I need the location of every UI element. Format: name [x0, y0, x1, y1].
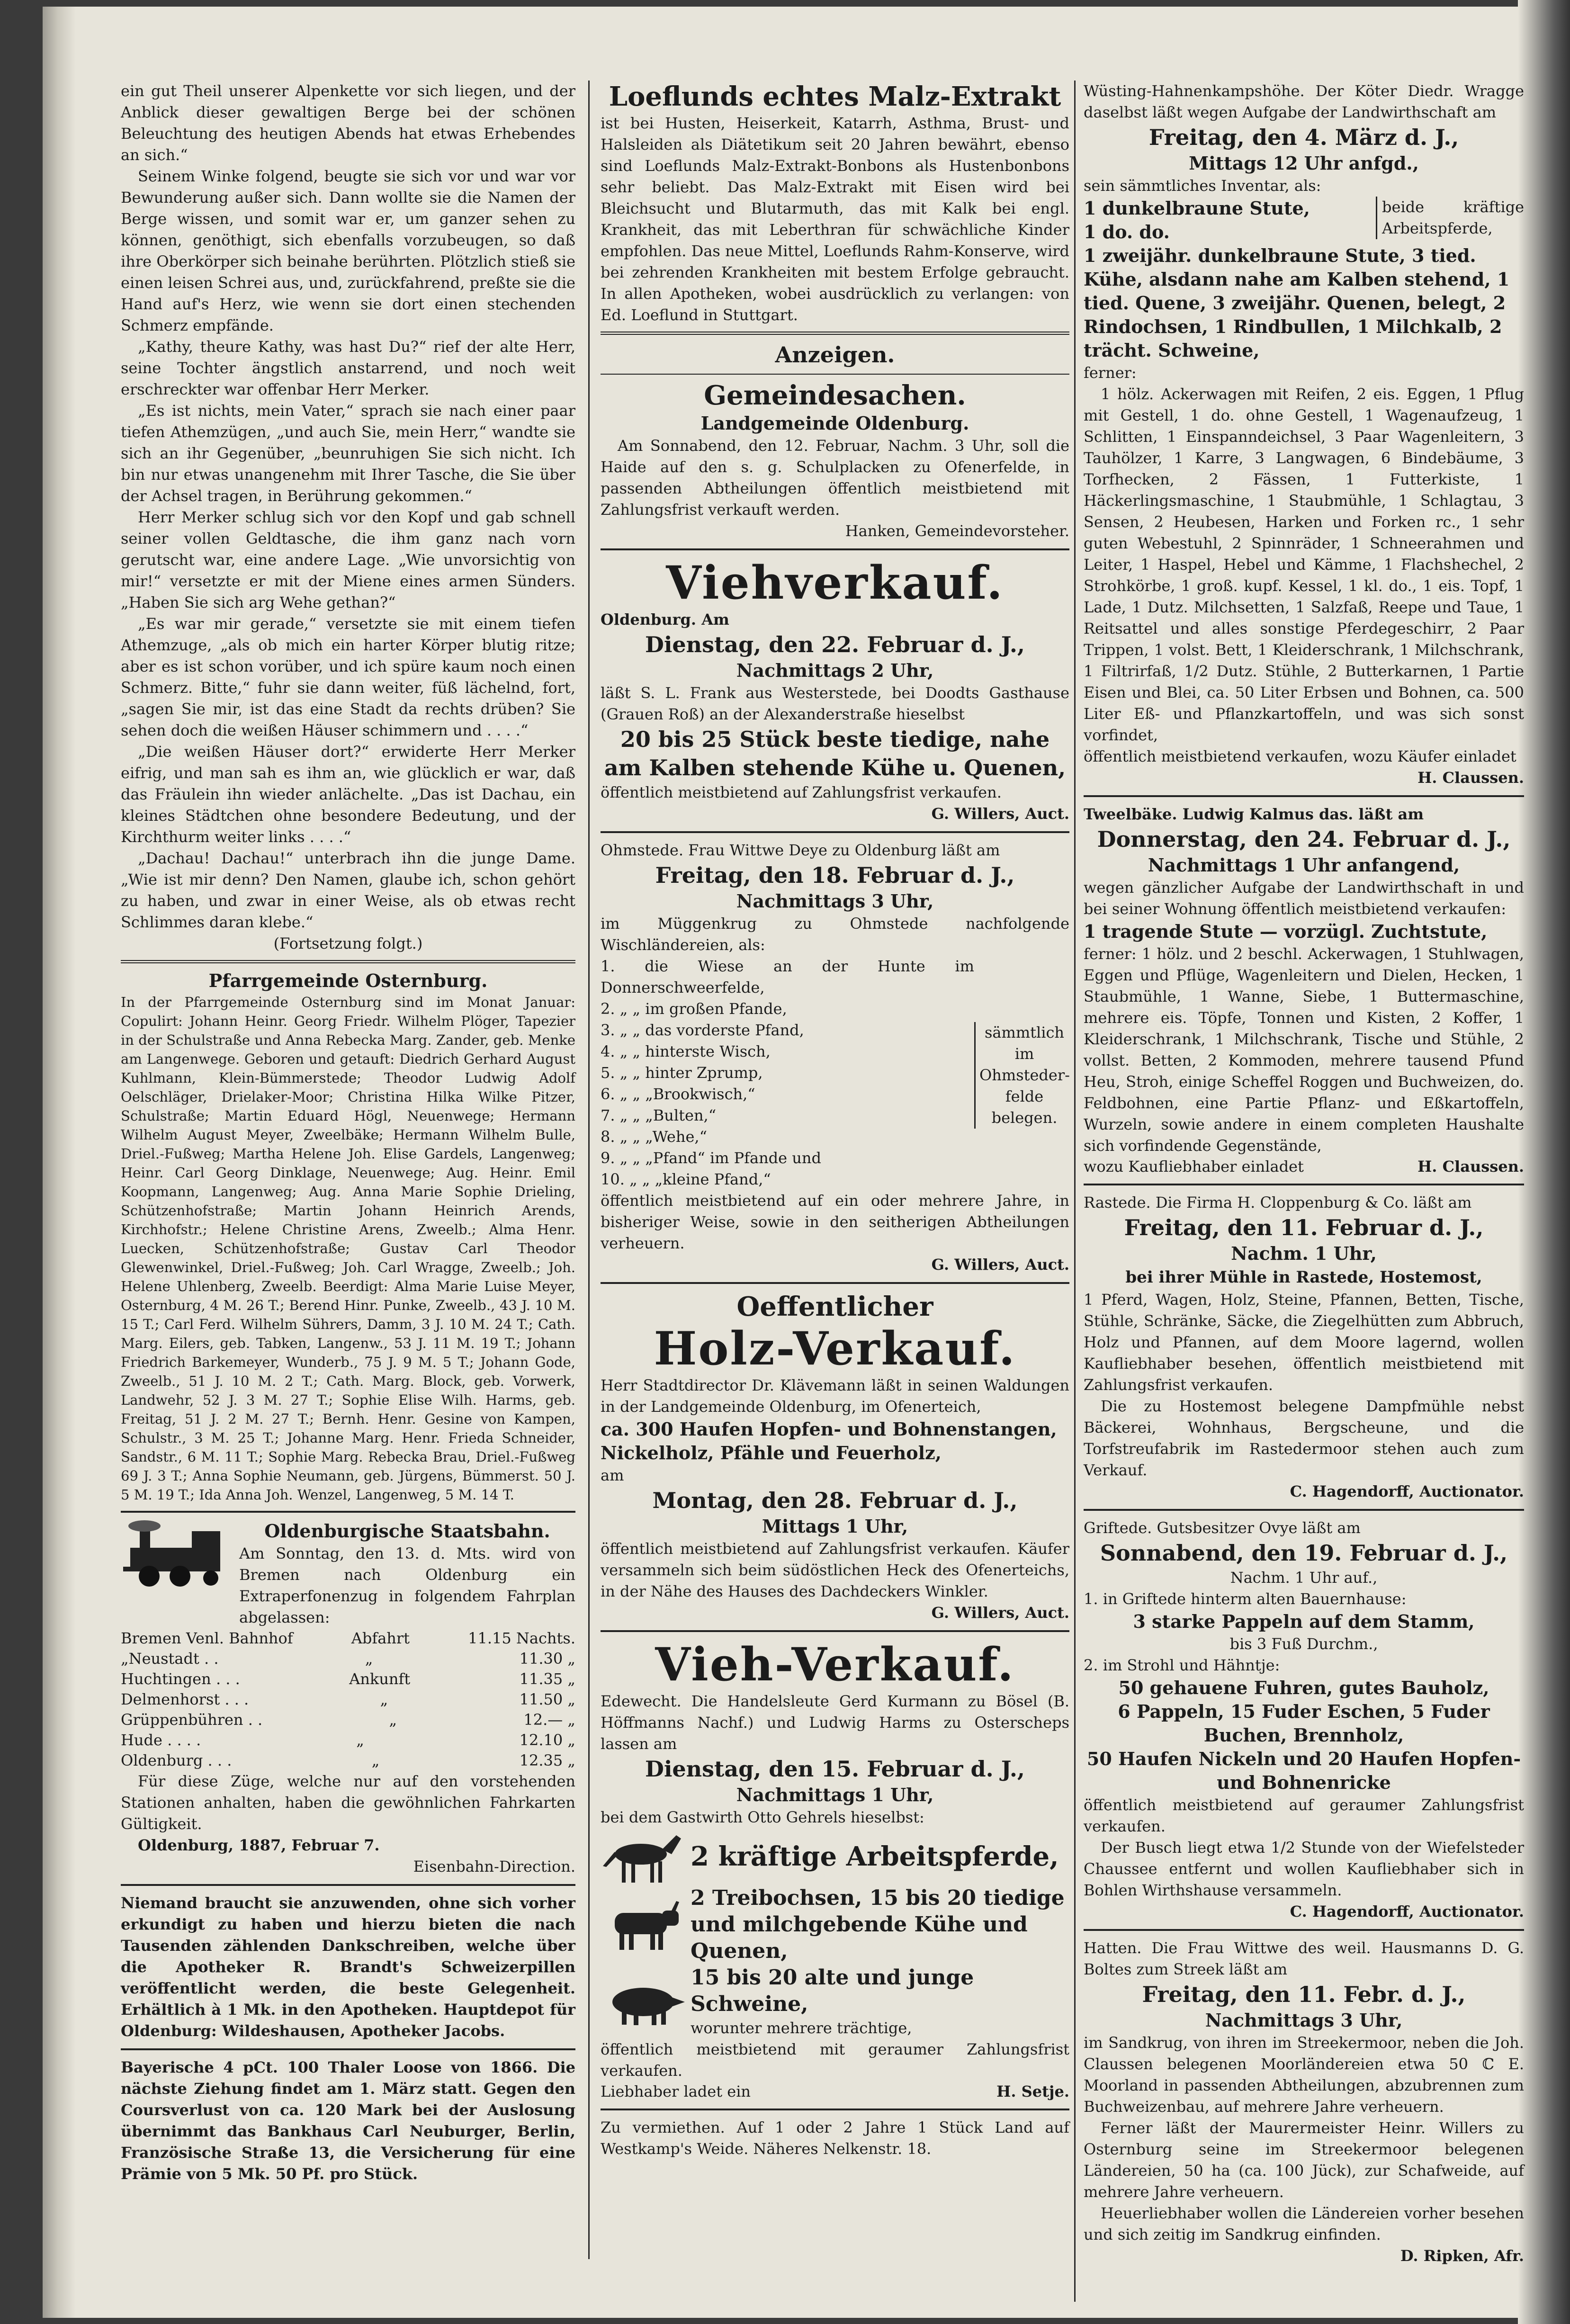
divider [601, 548, 1069, 550]
pfarr-title: Pfarrgemeinde Osternburg. [208, 970, 488, 991]
story-paragraph: „Es ist nichts, mein Vater,“ sprach sie nach einer paar tiefen Athemzügen, „und auch Sie, mein Herr,“ wandte sie sich an ihr Gegenüber, „beunruhigen Sie sich nicht. Ich bin nur etwas unangenehm mit Ihrer Tasche, die Sie über der Achsel tragen, in Berührung gekommen.“ [121, 402, 575, 505]
divider [601, 2109, 1069, 2110]
vieh2-left: Liebhaber ladet ein [601, 2082, 751, 2100]
grift-2b: 50 gehauene Fuhren, gutes Bauholz, [1118, 1677, 1489, 1698]
vieh2-time: Nachmittags 1 Uhr, [736, 1784, 934, 1805]
divider [121, 1884, 575, 1886]
gemeinde-subtitle: Landgemeinde Oldenburg. [700, 413, 969, 434]
page-spine [43, 7, 76, 2318]
ohm-head: Ohmstede. Frau Wittwe Deye zu Oldenburg läßt am [601, 841, 1000, 859]
vermieten-ad: Zu vermiethen. Auf 1 oder 2 Jahre 1 Stück Land auf Westkamp's Weide. Näheres Nelkenstr. 18. [601, 2118, 1069, 2158]
wuest-text: sein sämmtliches Inventar, als: [1084, 177, 1321, 195]
wuest-inventar: 1 hölz. Ackerwagen mit Reifen, 2 eis. Eggen, 1 Pflug mit Gestell, 1 do. ohne Gestell, 1 Wagenaufzeug, 1 Schlitten, 1 Einspanndeichsel, 3 Paar Wagenleitern, 3 Tauhölzer, 1 Karre, 3 Langwagen, 6 Bindebäume, 3 Torfhecken, 2 Fässen, 1 Futterkiste, 1 Häckerlingsmaschine, 1 Staubmühle, 1 Schlagtau, 3 Sensen, 2 Heubesen, Harken und Forken rc., 1 sehr guten Webestuhl, 2 Spinnräder, 1 Schneerahmen und Leiter, 1 Haspel, Hebel und Kämme, 1 Flachshechel, 2 Strohkörbe, 1 groß. kupf. Kessel, 1 kl. do., 1 eis. Topf, 1 Lade, 1 Dutz. Milchsetten, 1 Salzfaß, Reepe und Taue, 1 Reitsattel und alles sonstige Pferdegeschirr, 2 Paar Trippen, 1 volst. Bett, 1 Kleiderschrank, 1 Milchschrank, 1 Filtrirfaß, 1/2 Dutz. Stühle, 2 Butterkarnen, 1 Partie Eisen und Blei, ca. 50 Liter Erbsen und Bohnen, ca. 500 Liter Eß- und Pflanzkartoffeln, und was sich sonst vorfindet, [1084, 385, 1524, 744]
wuest-horses [1084, 197, 1524, 244]
story-paragraph: „Es war mir gerade,“ versetzte sie mit einem tiefen Athemzuge, „als ob mich ein harter Körper blutig ritze; aber es ist schon vorüber, und ich spüre kaum noch einen Schmerz. Bitte,“ fuhr sie dann weiter, füß lächelnd, fort, „sagen Sie mir, ist das eine Stadt da rechts drüben? Sie sehen doch die weißen Häuser schimmern und . . . .“ [121, 615, 575, 739]
vieh1-big: 20 bis 25 Stück beste tiedige, nahe am Kalben stehende Kühe u. Quenen, [604, 727, 1066, 781]
grift-end: öffentlich meistbietend auf geraumer Zahlungsfrist verkaufen. [1084, 1796, 1524, 1835]
fahrplan-row: „Neustadt . . „ 11.30 „ [121, 1650, 575, 1668]
hatt-text: im Sandkrug, von ihren im Streekermoor, neben die Joh. Claussen belegenen Moorländereien etwa 50 ℂ E. Moorland in passenden Abtheilungen, abzubrennen zum Buchweizenbau, auf mehrere Jahre verheuern. [1084, 2034, 1524, 2116]
zwe-head: Tweelbäke. Ludwig Kalmus das. läßt am [1084, 805, 1424, 823]
divider [121, 960, 575, 963]
zwe-rest: ferner: 1 hölz. und 2 beschl. Ackerwagen, 1 Stuhlwagen, Eggen und Pflüge, Wagenleitern und Dielen, Hecken, 1 Staubmühle, 1 Wanne, Siebe, 1 Buttermaschine, mehrere eis. Töpfe, Tonnen und Kisten, 2 Koffer, 1 Kleiderschrank, 1 Milchschrank, Tische und Stühle, 2 vollst. Betten, 2 Kommoden, mehrere tausend Pfund Heu, Stroh, einige Scheffel Roggen und Buchweizen, do. Feldbohnen, eine Partie Pflanz- und Eßkartoffeln, Wurzeln, sowie andere in einem completen Haushalte sich vorfindende Gegenstände, [1084, 945, 1524, 1155]
holz-sign: G. Willers, Auct. [931, 1604, 1069, 1622]
holz-date: Montag, den 28. Februar d. J., [652, 1488, 1018, 1513]
rast-text: 1 Pferd, Wagen, Holz, Steine, Pfannen, Betten, Tische, Stühle, Schränke, Säcke, die Ziegelhütten zum Abbruch, Holz und Pfannen, auf dem Moore lagernd, wollen Kaufliebhaber besehen, öffentlich meistbietend mit Zahlungsfrist verkaufen. [1084, 1291, 1524, 1394]
vieh2-title: Vieh-Verkauf. [655, 1638, 1015, 1691]
wuest-time: Mittags 12 Uhr anfgd., [1189, 153, 1419, 174]
story-paragraph: Seinem Winke folgend, beugte sie sich vor und war vor Bewunderung außer sich. Dann wollte sie die Namen der Berge wissen, und somit war er, um ganzer sehen zu können, genöthigt, sich ebenfalls vorzubeugen, so daß ihre Oberkörper sich beinahe berührten. Plötzlich stieß sie einen leisen Schrei aus, und, zurückfahrend, preßte sie die Hand auf's Herz, wie wenn sie dort einen stechenden Schmerz empfände. [121, 167, 576, 334]
fahrplan-row: Delmenhorst . . . „ 11.50 „ [121, 1690, 575, 1708]
list-item: 6. „ „ „Brookwisch,“ [601, 1085, 755, 1103]
grift-head: Griftede. Gutsbesitzer Ovye läßt am [1084, 1519, 1361, 1537]
ohm-time: Nachmittags 3 Uhr, [736, 890, 934, 912]
grift-2c: 6 Pappeln, 15 Fuder Eschen, 5 Fuder Buchen, Brennholz, [1118, 1701, 1490, 1746]
vieh2-pig-tail: worunter mehrere trächtige, [691, 2019, 912, 2037]
list-item: 10. „ „ „kleine Pfand,“ [601, 1170, 771, 1188]
grift-time: Nachm. 1 Uhr auf., [1230, 1569, 1378, 1587]
fahrplan-row: Grüppenbühren . . „ 12.— „ [121, 1711, 575, 1729]
ohm-brace-note: sämmtlich im Ohmsteder-felde belegen. [974, 1022, 1069, 1129]
vieh1-end: öffentlich meistbietend auf Zahlungsfrist verkaufen. [601, 783, 1002, 801]
zwe-end: wozu Kaufliebhaber einladet [1084, 1158, 1304, 1175]
divider [1084, 1929, 1524, 1931]
gemeinde-sign: Hanken, Gemeindevorsteher. [845, 522, 1069, 540]
grift-sign: C. Hagendorff, Auctionator. [1290, 1902, 1524, 1920]
column-rule-1 [588, 81, 590, 2259]
horse-row [601, 1828, 1069, 1885]
list-item: 2. „ „ im großen Pfande, [601, 1000, 787, 1018]
rast-date: Freitag, den 11. Februar d. J., [1124, 1215, 1484, 1240]
vieh2-ox: 2 Treibochsen, 15 bis 20 tiedige und milchgebende Kühe und Quenen, [691, 1886, 1065, 1963]
holz-title-1: Oeffentlicher [736, 1291, 933, 1322]
horse-icon [601, 1828, 686, 1885]
story-continued: (Fortsetzung folgt.) [273, 934, 423, 952]
divider [601, 332, 1069, 335]
vieh2-pig: 15 bis 20 alte und junge Schweine, [691, 1965, 974, 2016]
vieh2-place: bei dem Gastwirth Otto Gehrels hieselbst: [601, 1808, 924, 1826]
column-1 [121, 81, 576, 2183]
list-item: 5. „ „ hinter Zprump, [601, 1064, 763, 1082]
ohm-sign: G. Willers, Auct. [931, 1256, 1069, 1274]
bahn-text: Am Sonntag, den 13. d. Mts. wird von Bremen nach Oldenburg ein Extraperfonenzug in folgendem Fahrplan abgelassen: [239, 1544, 575, 1626]
loose-ad: Bayerische 4 pCt. 100 Thaler Loose von 1866. Die nächste Ziehung findet am 1. März statt. Gegen den Coursverlust von ca. 120 Mark bei der Auslosung übernimmt das Bankhaus Carl Neuburger, Berlin, Französische Straße 13, die Versicherung für eine Prämie von 5 Mk. 50 Pf. pro Stück. [121, 2058, 575, 2183]
hatt-head: Hatten. Die Frau Wittwe des weil. Hausmanns D. G. Boltes zum Streek läßt am [1084, 1939, 1524, 1978]
anzeigen-heading: Anzeigen. [775, 342, 895, 368]
page-edge [1518, 0, 1570, 2324]
story-paragraph: ein gut Theil unserer Alpenkette vor sich liegen, und der Anblick dieser gewaltigen Berge bei der schönen Beleuchtung des heutigen Abends hat etwas Erhebendes an sich.“ [121, 82, 575, 164]
holz-title-2: Holz-Verkauf. [654, 1322, 1016, 1375]
hatt-date: Freitag, den 11. Febr. d. J., [1142, 1982, 1466, 2007]
list-item: 1. die Wiese an der Hunte im Donnerschweerfelde, [601, 957, 974, 996]
gemeinde-text: Am Sonnabend, den 12. Februar, Nachm. 3 Uhr, soll die Haide auf den s. g. Schulplacken zu Ofenerfelde, in passenden Abtheilungen öffentlich meistbietend mit Zahlungsfrist verkauft werden. [601, 437, 1069, 519]
bahn-note: Für diese Züge, welche nur auf den vorstehenden Stationen anhalten, haben die gewöhnlichen Fahrkarten Gültigkeit. [121, 1772, 575, 1833]
grift-note: Der Busch liegt etwa 1/2 Stunde von der Wiefelsteder Chaussee entfernt und wollen Kaufliebhaber sich in Bohlen Wirthshause versammeln. [1084, 1839, 1524, 1899]
divider [1084, 1184, 1524, 1185]
fahrplan-row: Oldenburg . . . „ 12.35 „ [121, 1751, 575, 1769]
divider [121, 2048, 575, 2050]
hatt-sign: D. Ripken, Afr. [1400, 2247, 1524, 2265]
fahrplan-row: Huchtingen . . . Ankunft 11.35 „ [121, 1670, 575, 1688]
bahn-notice [121, 1519, 575, 1628]
vieh1-time: Nachmittags 2 Uhr, [736, 660, 934, 681]
fahrplan-row: Bremen Venl. Bahnhof Abfahrt 11.15 Nachts. [121, 1629, 575, 1647]
vieh1-place: Oldenburg. Am [601, 610, 729, 628]
vieh2-date: Dienstag, den 15. Februar d. J., [645, 1756, 1025, 1782]
wuest-head: Wüsting-Hahnenkampshöhe. Der Köter Diedr. Wragge daselbst läßt wegen Aufgabe der Landwirthschaft am [1084, 82, 1524, 121]
bahn-title: Oldenburgische Staatsbahn. [264, 1520, 550, 1542]
rast-time: Nachm. 1 Uhr, [1231, 1243, 1377, 1264]
holz-text: Herr Stadtdirector Dr. Klävemann läßt in seinen Waldungen in der Landgemeinde Oldenburg, im Ofenerteich, [601, 1376, 1069, 1416]
vieh2-signature-row [601, 2082, 1069, 2102]
vieh1-sign: G. Willers, Auct. [931, 805, 1069, 823]
ohm-date: Freitag, den 18. Februar d. J., [655, 862, 1015, 888]
list-item: 8. „ „ „Wehe,“ [601, 1128, 707, 1146]
gemeinde-title: Gemeindesachen. [704, 380, 966, 411]
story-paragraph: „Kathy, theure Kathy, was hast Du?“ rief der alte Herr, seine Tochter ängstlich anstarrend, und noch weit erschreckter war offenbar Herr Merker. [121, 338, 575, 398]
grift-1: 1. in Griftede hinterm alten Bauernhause: [1084, 1590, 1407, 1608]
wuest-ferner: ferner: [1084, 364, 1137, 382]
wuest-rest: 1 zweijähr. dunkelbraune Stute, 3 tied. Kühe, alsdann nahe am Kalben stehend, 1 tied. Quene, 3 zweijähr. Quenen, belegt, 2 Rindochsen, 1 Rindbullen, 1 Milchkalb, 2 trächt. Schweine, [1084, 245, 1510, 361]
column-rule-2 [1074, 81, 1076, 2302]
zwe-time: Nachmittags 1 Uhr anfangend, [1148, 854, 1460, 876]
column-2 [601, 81, 1069, 2269]
divider [1084, 795, 1524, 797]
malz-title: Loeflunds echtes Malz-Extrakt [609, 81, 1061, 112]
zwe-big: 1 tragende Stute — vorzügl. Zuchtstute, [1084, 921, 1488, 942]
list-item: 9. „ „ „Pfand“ im Pfande und [601, 1149, 821, 1167]
rast-text-2: Die zu Hostemost belegene Dampfmühle nebst Bäckerei, Wohnhaus, Bergscheune, und die Torfstreufabrik im Rastedermoor stehen auch zum Verkauf. [1084, 1397, 1524, 1479]
bahn-date: Oldenburg, 1887, Februar 7. [138, 1836, 380, 1854]
grift-1b: 3 starke Pappeln auf dem Stamm, [1133, 1611, 1475, 1632]
pfarr-text: In der Pfarrgemeinde Osternburg sind im Monat Januar: Copulirt: Johann Heinr. Georg Friedr. Wilhelm Plöger, Tapezier in der Schulstraße und Anna Rebecka Marg. Zander, geb. Menke am Langenwege. Geboren und getauft: Diedrich Gerhard August Kuhlmann, Klein-Bümmerstede; Theodor Ludwig Adolf Oelschläger, Drielaker-Moor; Christina Hilka Wilke Pitzer, Schulstraße; Martin Eduard Högl, Neuenwege; Hermann Wilhelm August Meyer, Zweelbäke; Hermann Wilhelm Bulle, Driel.-Fußweg; Martha Helene Joh. Elise Gardels, Langenweg; Heinr. Carl Georg Dinklage, Neuenwege; Aug. Heinr. Emil Koopmann, Langenweg; Aug. Anna Marie Sophie Drieling, Schützenhofstraße; Martin Johann Heinrich Arends, Kirchhofstr.; Helene Christine Arens, Zweelb.; Alma Henr. Luecken, Schützenhofstraße; Gustav Carl Theodor Glewenwinkel, Driel.-Fußweg; Joh. Carl Wragge, Zweelb.; Joh. Helene Uhlenberg, Zweelb. Beerdigt: Alma Marie Luise Meyer, Osternburg, 4 M. 26 T.; Berend Hinr. Punke, Zweelb., 43 J. 10 M. 15 T.; Carl Ferd. Wilhelm Sührers, Damm, 3 J. 10 M. 24 T.; Cath. Marg. Eilers, geb. Tabken, Langenw., 53 J. 11 M. 19 T.; Johann Friedrich Barkemeyer, Wunderb., 75 J. 9 M. 5 T.; Johann Gode, Zweelb., 51 J. 10 M. 2 T.; Cath. Marg. Block, geb. Vorwerk, Landwehr, 52 J. 3 M. 27 T.; Sophie Elise Wilh. Harms, geb. Freitag, 51 J. 2 M. 27 T.; Bernh. Henr. Gesine von Kampen, Schulstr., 3 M. 25 T.; Johanne Marg. Henr. Frieda Schneider, Sandstr., 6 M. 11 T.; Sophie Marg. Rebecka Brau, Driel.-Fußweg 69 J. 3 T.; Anna Sophie Neumann, geb. Jürgens, Bümmerst. 50 J. 5 M. 19 T.; Ida Anna Joh. Wenzel, Langenweg, 5 M. 14 T. [121, 994, 575, 1503]
vieh1-text: läßt S. L. Frank aus Westerstede, bei Doodts Gasthause (Grauen Roß) an der Alexanderstraße hieselbst [601, 684, 1069, 723]
vieh2-horse: 2 kräftige Arbeitspferde, [691, 1841, 1059, 1872]
ox-row [601, 1885, 1069, 1965]
zwe-signature-row [1084, 1157, 1524, 1177]
serial-story [121, 81, 575, 954]
hatt-time: Nachmittags 3 Uhr, [1205, 2010, 1403, 2031]
wuest-horse-note: beide kräftige Arbeitspferde, [1376, 197, 1524, 239]
holz-am: am [601, 1466, 624, 1484]
holz-big: ca. 300 Haufen Hopfen- und Bohnenstangen, Nickelholz, Pfähle und Feuerholz, [601, 1418, 1057, 1463]
vieh2-text: Edewecht. Die Handelsleute Gerd Kurmann zu Bösel (B. Höffmanns Nachf.) und Ludwig Harms zu Osterscheps lassen am [601, 1692, 1069, 1753]
locomotive-icon [121, 1519, 239, 1590]
grift-date: Sonnabend, den 19. Februar d. J., [1100, 1540, 1508, 1566]
wuest-date: Freitag, den 4. März d. J., [1148, 125, 1459, 150]
rast-place: bei ihrer Mühle in Rastede, Hostemost, [1125, 1268, 1482, 1287]
story-paragraph: „Dachau! Dachau!“ unterbrach ihn die junge Dame. „Wie ist mir denn? Den Namen, glaube ich, schon gehört zu haben, und zwar in einer Weise, als ob etwas recht Schlimmes daran klebe.“ [121, 849, 575, 931]
zwe-text: wegen gänzlicher Aufgabe der Landwirthschaft in und bei seiner Wohnung öffentlich meistbietend verkaufen: [1084, 879, 1524, 918]
viehverkauf-title: Viehverkauf. [666, 556, 1004, 610]
list-item: 3. „ „ das vorderste Pfand, [601, 1021, 804, 1039]
vieh1-date: Dienstag, den 22. Februar d. J., [645, 632, 1025, 657]
zwe-date: Donnerstag, den 24. Februar d. J., [1097, 826, 1511, 852]
wuest-horse-1: 1 dunkelbraune Stute, [1084, 197, 1310, 219]
list-item: 4. „ „ hinterste Wisch, [601, 1042, 771, 1060]
vieh2-end: öffentlich meistbietend mit geraumer Zahlungsfrist verkaufen. [601, 2040, 1069, 2080]
pig-icon [601, 1976, 686, 2028]
grift-2d: 50 Haufen Nickeln und 20 Haufen Hopfen- und Bohnenricke [1086, 1748, 1521, 1793]
divider [601, 1282, 1069, 1284]
fahrplan-table [121, 1628, 575, 1771]
fahrplan-row: Hude . . . . „ 12.10 „ [121, 1731, 575, 1749]
hatt-text-3: Heuerliebhaber wollen die Ländereien vorher besehen und sich zeitig im Sandkrug einfinden. [1084, 2204, 1524, 2243]
wuest-horse-2: 1 do. do. [1084, 221, 1170, 242]
divider [601, 1630, 1069, 1632]
wuest-sign: H. Claussen. [1417, 769, 1524, 787]
story-paragraph: Herr Merker schlug sich vor den Kopf und gab schnell seiner vollen Geldtasche, die ihm ganz nach vorn gerutscht war, eine andere Lage. „Wie unvorsichtig von mir!“ versetzte er mit der Miene eines armen Sünders. „Haben Sie sich arg Wehe gethan?“ [121, 508, 575, 611]
wuest-end: öffentlich meistbietend verkaufen, wozu Käufer einladet [1084, 747, 1516, 765]
ohm-end: öffentlich meistbietend auf ein oder mehrere Jahre, in bisheriger Weise, sowie in den seitherigen Abtheilungen verheuern. [601, 1192, 1069, 1252]
vieh2-sign: H. Setje. [996, 2082, 1069, 2100]
list-item: 7. „ „ „Bulten,“ [601, 1106, 717, 1124]
divider [121, 1511, 575, 1513]
holz-end: öffentlich meistbietend auf Zahlungsfrist verkaufen. Käufer versammeln sich beim südöstlichen Heck des Ofenerteichs, in der Nähe des Hauses des Dachdeckers Winkler. [601, 1540, 1069, 1600]
ox-icon [601, 1896, 686, 1953]
rast-sign: C. Hagendorff, Auctionator. [1290, 1482, 1524, 1500]
pig-row [601, 1965, 1069, 2039]
holz-time: Mittags 1 Uhr, [762, 1516, 908, 1537]
bahn-sign: Eisenbahn-Direction. [413, 1857, 575, 1875]
divider [601, 374, 1069, 375]
grift-1c: bis 3 Fuß Durchm., [1229, 1635, 1378, 1653]
grift-2: 2. im Strohl und Hähntje: [1084, 1656, 1280, 1674]
hatt-text-2: Ferner läßt der Maurermeister Heinr. Willers zu Osternburg seine im Streekermoor belegenen Ländereien, 50 ha (ca. 100 Jück), zur Schafweide, auf mehrere Jahre verheuern. [1084, 2119, 1524, 2201]
niemand-ad: Niemand braucht sie anzuwenden, ohne sich vorher erkundigt zu haben und hierzu bieten die nach Tausenden zählenden Dankschreiben, welche über die Apotheker R. Brandt's Schweizerpillen veröffentlicht werden, die beste Gelegenheit. Erhältlich à 1 Mk. in den Apotheken. Hauptdepot für Oldenburg: Wildeshausen, Apotheker Jacobs. [121, 1894, 575, 2040]
malz-text: ist bei Husten, Heiserkeit, Katarrh, Asthma, Brust- und Halsleiden als Diätetikum seit 20 Jahren bewährt, ebenso sind Loeflunds Malz-Extrakt-Bonbons als Hustenbonbons sehr beliebt. Das Malz-Extrakt mit Eisen wird bei Bleichsucht und Blutarmuth, das mit Kalk bei engl. Krankheit, das mit Leberthran für schwächliche Kinder empfohlen. Das neue Mittel, Loeflunds Rahm-Konserve, wird bei zehrenden Krankheiten mit bestem Erfolge gebraucht. In allen Apotheken, wobei ausdrücklich zu verlangen: von Ed. Loeflund in Stuttgart. [601, 114, 1069, 324]
zwe-sign: H. Claussen. [1417, 1158, 1524, 1175]
story-paragraph: „Die weißen Häuser dort?“ erwiderte Herr Merker eifrig, und man sah es ihm an, wie glücklich er war, daß das Fräulein ihn wieder anlächelte. „Das ist Dachau, ein kleines Städtchen ohne besondere Bedeutung, und der Kirchthurm weiter links . . . .“ [121, 743, 575, 846]
column-3 [1084, 81, 1524, 2302]
ohm-list [601, 956, 1069, 1190]
ohm-text: im Müggenkrug zu Ohmstede nachfolgende Wischländereien, als: [601, 915, 1069, 954]
rast-head: Rastede. Die Firma H. Cloppenburg & Co. läßt am [1084, 1193, 1472, 1211]
divider [1084, 1509, 1524, 1511]
divider [601, 831, 1069, 833]
